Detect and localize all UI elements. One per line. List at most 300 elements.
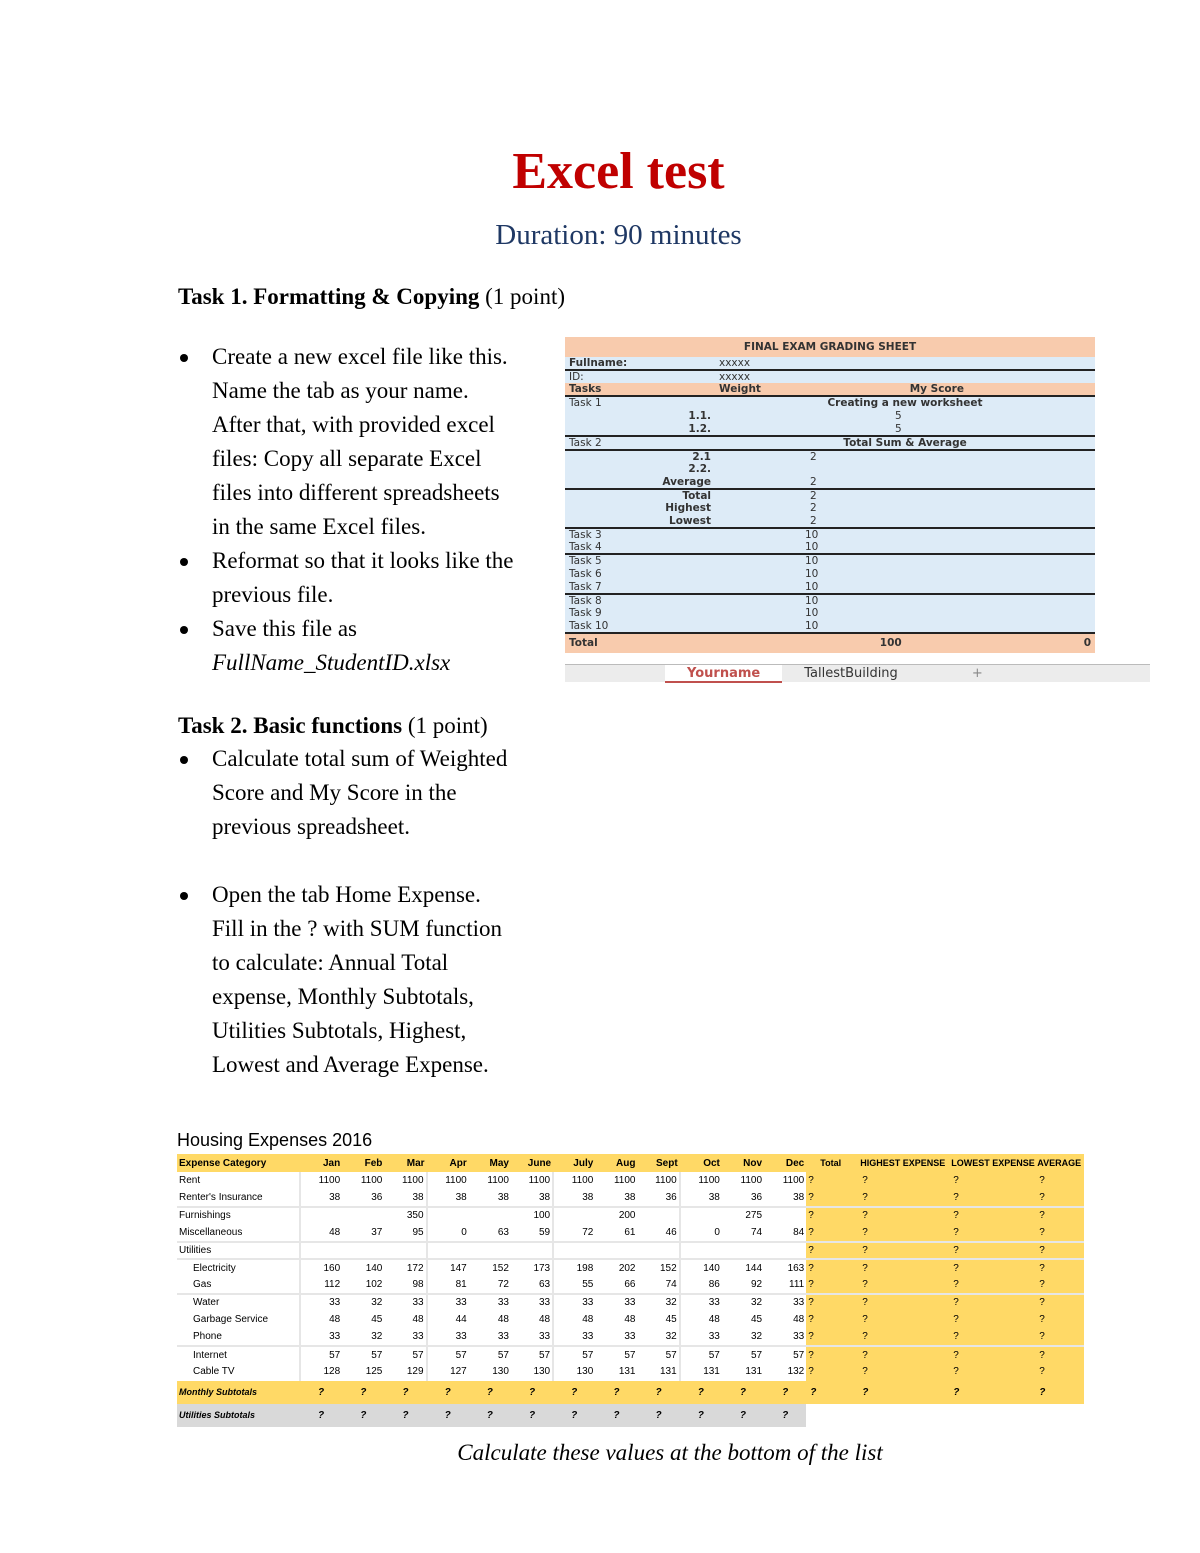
expense-value: 131 bbox=[618, 1366, 636, 1378]
tab-yourname[interactable]: Yourname bbox=[665, 665, 782, 683]
formula-placeholder: ? bbox=[858, 1189, 949, 1206]
expense-value: 48 bbox=[553, 1311, 595, 1328]
expense-value bbox=[764, 1207, 806, 1224]
expense-value: 130 bbox=[553, 1363, 595, 1380]
duration: Duration: 90 minutes bbox=[495, 219, 742, 251]
empty-cell bbox=[806, 1404, 858, 1427]
task-label: Highest bbox=[665, 502, 711, 515]
formula-placeholder: ? bbox=[1035, 1259, 1084, 1276]
formula-placeholder: ? bbox=[764, 1404, 806, 1427]
task-score bbox=[906, 620, 1095, 633]
col-tasks: Tasks bbox=[569, 383, 602, 396]
task-weight: 2 bbox=[810, 515, 817, 528]
expense-value bbox=[722, 1242, 764, 1259]
expense-row bbox=[177, 1224, 1084, 1241]
grading-row bbox=[565, 607, 1095, 620]
task-weight bbox=[715, 463, 906, 476]
expense-category: Electricity bbox=[177, 1259, 300, 1276]
bullet-line: Open the tab Home Expense. bbox=[212, 882, 481, 907]
formula-placeholder: ? bbox=[858, 1381, 949, 1404]
expense-value: 0 bbox=[427, 1224, 469, 1241]
expense-value: 48 bbox=[300, 1224, 342, 1241]
formula-placeholder: ? bbox=[511, 1381, 553, 1404]
expense-value: 38 bbox=[300, 1189, 342, 1206]
formula-placeholder: ? bbox=[342, 1404, 384, 1427]
task2-heading bbox=[178, 713, 488, 739]
grading-row bbox=[565, 463, 1095, 476]
formula-placeholder: ? bbox=[1035, 1363, 1084, 1380]
expense-value: 57 bbox=[638, 1346, 680, 1363]
formula-placeholder: ? bbox=[806, 1224, 858, 1241]
expense-value bbox=[511, 1242, 553, 1259]
grading-row bbox=[565, 409, 1095, 422]
expense-value: 57 bbox=[427, 1346, 469, 1363]
task-score bbox=[906, 422, 1095, 435]
expense-value bbox=[469, 1242, 511, 1259]
expense-value: 66 bbox=[624, 1279, 636, 1291]
formula-placeholder: ? bbox=[1035, 1172, 1084, 1189]
expense-value bbox=[638, 1207, 680, 1224]
expense-value: 81 bbox=[427, 1276, 469, 1293]
formula-placeholder: ? bbox=[1035, 1207, 1084, 1224]
grading-row bbox=[565, 396, 1095, 409]
expense-category: Phone bbox=[193, 1331, 222, 1343]
expense-value: 33 bbox=[412, 1331, 424, 1343]
expense-value: 33 bbox=[497, 1331, 509, 1343]
formula-placeholder: ? bbox=[1035, 1276, 1084, 1293]
task-label: Task 6 bbox=[569, 567, 602, 580]
expense-category: Cable TV bbox=[193, 1366, 235, 1378]
expense-value: 63 bbox=[539, 1279, 551, 1291]
task-score bbox=[906, 567, 1095, 580]
bullet-line: Name the tab as your name. bbox=[212, 378, 469, 403]
expense-value: 72 bbox=[497, 1279, 509, 1291]
col-weight: Weight bbox=[719, 383, 761, 396]
task-weight: 10 bbox=[805, 607, 819, 620]
task-weight: 2 bbox=[715, 450, 906, 463]
expense-value: 32 bbox=[638, 1294, 680, 1311]
task2-bullets bbox=[178, 742, 558, 1082]
subtotal-row bbox=[177, 1404, 1084, 1427]
bullet-line: Save this file as bbox=[212, 616, 357, 641]
expense-value: 127 bbox=[427, 1363, 469, 1380]
bullet-line: files: Copy all separate Excel bbox=[212, 446, 482, 471]
expense-value: 92 bbox=[750, 1279, 763, 1291]
housing-title: Housing Expenses 2016 bbox=[177, 1130, 373, 1150]
expense-value: 111 bbox=[789, 1279, 805, 1291]
expense-value bbox=[680, 1207, 722, 1224]
column-header: Expense Category bbox=[177, 1154, 300, 1172]
expense-value: 45 bbox=[371, 1314, 383, 1326]
formula-placeholder: ? bbox=[858, 1311, 949, 1328]
expense-value: 163 bbox=[764, 1259, 806, 1276]
task-label: Task 4 bbox=[569, 541, 602, 554]
expense-value: 1100 bbox=[427, 1172, 469, 1189]
expense-value: 36 bbox=[750, 1192, 763, 1204]
expense-value bbox=[680, 1242, 722, 1259]
formula-placeholder: ? bbox=[858, 1242, 949, 1259]
expense-value: 57 bbox=[595, 1346, 637, 1363]
formula-placeholder: ? bbox=[806, 1311, 858, 1328]
task-weight: 2 bbox=[810, 475, 817, 488]
expense-value: 38 bbox=[497, 1192, 509, 1204]
expense-value: 1100 bbox=[402, 1175, 424, 1187]
housing-expenses-table-screenshot bbox=[177, 1127, 1084, 1427]
expense-value: 36 bbox=[371, 1192, 383, 1204]
task-weight: 2 bbox=[810, 502, 817, 515]
expense-value bbox=[553, 1207, 595, 1224]
expense-category: Miscellaneous bbox=[179, 1226, 243, 1238]
task-label: Average bbox=[662, 475, 711, 488]
empty-cell bbox=[858, 1404, 949, 1427]
expense-row bbox=[177, 1363, 1084, 1380]
column-header: Total bbox=[806, 1154, 858, 1172]
expense-category: Garbage Service bbox=[193, 1314, 269, 1326]
bullet-line: Fill in the ? with SUM function bbox=[212, 916, 503, 941]
formula-placeholder: ? bbox=[1035, 1224, 1084, 1241]
expense-value: 33 bbox=[680, 1329, 722, 1346]
task2-points: (1 point) bbox=[402, 713, 488, 738]
task-weight: Creating a new worksheet bbox=[715, 396, 1095, 409]
expense-value: 38 bbox=[412, 1192, 424, 1204]
tab-tallest-building[interactable]: TallestBuilding bbox=[804, 665, 898, 681]
empty-cell bbox=[1035, 1404, 1084, 1427]
task1-heading bbox=[178, 284, 565, 310]
expense-value: 32 bbox=[371, 1331, 383, 1343]
bullet-line: in the same Excel files. bbox=[212, 514, 426, 539]
formula-placeholder: ? bbox=[300, 1381, 342, 1404]
formula-placeholder: ? bbox=[427, 1381, 469, 1404]
total-weight: 100 bbox=[715, 633, 906, 653]
formula-placeholder: ? bbox=[858, 1224, 949, 1241]
expense-category: Water bbox=[177, 1294, 300, 1311]
formula-placeholder: ? bbox=[806, 1294, 858, 1311]
expense-value: 57 bbox=[722, 1346, 764, 1363]
formula-placeholder: ? bbox=[858, 1276, 949, 1293]
expense-value: 57 bbox=[342, 1346, 384, 1363]
formula-placeholder: ? bbox=[342, 1381, 384, 1404]
formula-placeholder: ? bbox=[949, 1363, 1035, 1380]
task-score bbox=[906, 594, 1095, 607]
expense-value: 129 bbox=[406, 1366, 424, 1378]
expense-value: 112 bbox=[300, 1276, 342, 1293]
expense-value: 61 bbox=[624, 1226, 636, 1238]
expense-value: 95 bbox=[412, 1226, 424, 1238]
expense-value bbox=[342, 1207, 384, 1224]
column-header: Sept bbox=[638, 1154, 680, 1172]
expense-value bbox=[553, 1242, 595, 1259]
expense-category: Rent bbox=[179, 1175, 201, 1187]
expense-value: 48 bbox=[539, 1314, 551, 1326]
formula-placeholder: ? bbox=[1035, 1311, 1084, 1328]
expense-row bbox=[177, 1294, 1084, 1311]
expense-row bbox=[177, 1276, 1084, 1293]
fullname-label: Fullname: bbox=[569, 357, 628, 370]
formula-placeholder: ? bbox=[1035, 1381, 1084, 1404]
bullet-line: After that, with provided excel bbox=[212, 412, 495, 437]
expense-value: 48 bbox=[624, 1314, 636, 1326]
formula-placeholder: ? bbox=[949, 1381, 1035, 1404]
formula-placeholder: ? bbox=[949, 1276, 1035, 1293]
grading-row bbox=[565, 554, 1095, 567]
col-score: My Score bbox=[909, 383, 964, 396]
expense-row bbox=[177, 1311, 1084, 1328]
expense-value: 33 bbox=[384, 1294, 426, 1311]
expense-value: 37 bbox=[371, 1226, 383, 1238]
formula-placeholder: ? bbox=[858, 1294, 949, 1311]
expense-value: 48 bbox=[300, 1311, 342, 1328]
bullet-line: previous spreadsheet. bbox=[212, 814, 410, 839]
formula-placeholder: ? bbox=[858, 1329, 949, 1346]
bullet-line: FullName_StudentID.xlsx bbox=[212, 650, 451, 675]
caption: Calculate these values at the bottom of the list bbox=[457, 1440, 883, 1465]
expense-value: 32 bbox=[722, 1294, 764, 1311]
column-header: LOWEST EXPENSE bbox=[949, 1154, 1035, 1172]
expense-value: 33 bbox=[300, 1294, 342, 1311]
total-label: Total bbox=[565, 633, 715, 653]
formula-placeholder: ? bbox=[806, 1207, 858, 1224]
task-label: 1.2. bbox=[688, 422, 711, 435]
task-weight: 10 bbox=[805, 541, 819, 554]
bullet-item bbox=[178, 612, 558, 680]
expense-value bbox=[342, 1242, 384, 1259]
expense-value: 38 bbox=[680, 1189, 722, 1206]
task-score bbox=[906, 541, 1095, 554]
expense-value bbox=[595, 1242, 637, 1259]
expense-row bbox=[177, 1346, 1084, 1363]
expense-value: 131 bbox=[745, 1366, 763, 1378]
expense-category: Utilities bbox=[177, 1242, 300, 1259]
subtotal-label: Monthly Subtotals bbox=[177, 1381, 300, 1404]
expense-value: 57 bbox=[300, 1346, 342, 1363]
task-label: Task 9 bbox=[569, 607, 602, 620]
expense-value: 86 bbox=[680, 1276, 722, 1293]
total-score: 0 bbox=[906, 633, 1095, 653]
expense-value: 48 bbox=[497, 1314, 509, 1326]
expense-value: 46 bbox=[665, 1226, 677, 1238]
bullet-line: Calculate total sum of Weighted bbox=[212, 746, 508, 771]
expense-value: 57 bbox=[469, 1346, 511, 1363]
expense-value: 140 bbox=[680, 1259, 722, 1276]
expense-value: 144 bbox=[722, 1259, 764, 1276]
formula-placeholder: ? bbox=[722, 1404, 764, 1427]
grading-row bbox=[565, 489, 1095, 502]
formula-placeholder: ? bbox=[722, 1381, 764, 1404]
expense-value: 33 bbox=[680, 1294, 722, 1311]
formula-placeholder: ? bbox=[949, 1259, 1035, 1276]
expense-value: 36 bbox=[665, 1192, 677, 1204]
grading-row bbox=[565, 502, 1095, 515]
expense-value: 130 bbox=[492, 1366, 509, 1378]
bullet-line: files into different spreadsheets bbox=[212, 480, 500, 505]
task-label: Task 3 bbox=[565, 528, 715, 541]
expense-value: 33 bbox=[595, 1294, 637, 1311]
formula-placeholder: ? bbox=[858, 1172, 949, 1189]
formula-placeholder: ? bbox=[1035, 1329, 1084, 1346]
formula-placeholder: ? bbox=[680, 1404, 722, 1427]
task1-points: (1 point) bbox=[479, 284, 565, 309]
bullet-line: previous file. bbox=[212, 582, 334, 607]
column-header: July bbox=[553, 1154, 595, 1172]
formula-placeholder: ? bbox=[949, 1207, 1035, 1224]
bullet-item bbox=[178, 340, 558, 544]
task-weight: 5 bbox=[895, 409, 902, 422]
expense-value: 38 bbox=[553, 1189, 595, 1206]
formula-placeholder: ? bbox=[764, 1381, 806, 1404]
expense-value: 59 bbox=[539, 1226, 551, 1238]
fullname-value: xxxxx bbox=[719, 357, 751, 370]
formula-placeholder: ? bbox=[553, 1404, 595, 1427]
expense-value: 1100 bbox=[528, 1175, 551, 1187]
expense-row bbox=[177, 1242, 1084, 1259]
grading-row bbox=[565, 594, 1095, 607]
task-score bbox=[906, 607, 1095, 620]
expense-value: 33 bbox=[427, 1294, 469, 1311]
expense-value: 38 bbox=[539, 1192, 551, 1204]
expense-value: 1100 bbox=[782, 1175, 805, 1187]
formula-placeholder: ? bbox=[949, 1346, 1035, 1363]
expense-value: 44 bbox=[427, 1311, 469, 1328]
formula-placeholder: ? bbox=[469, 1381, 511, 1404]
formula-placeholder: ? bbox=[858, 1346, 949, 1363]
column-header: Feb bbox=[342, 1154, 384, 1172]
expense-value bbox=[384, 1242, 426, 1259]
task1-bullets bbox=[178, 340, 558, 680]
expense-value: 1100 bbox=[680, 1172, 722, 1189]
task-score bbox=[906, 476, 1095, 489]
bullet-line: expense, Monthly Subtotals, bbox=[212, 984, 474, 1009]
formula-placeholder: ? bbox=[300, 1404, 342, 1427]
formula-placeholder: ? bbox=[511, 1404, 553, 1427]
expense-value: 32 bbox=[665, 1331, 677, 1343]
subtotal-row bbox=[177, 1381, 1084, 1404]
expense-value: 1100 bbox=[655, 1175, 677, 1187]
id-value: xxxxx bbox=[715, 370, 1095, 383]
expense-value: 38 bbox=[793, 1192, 805, 1204]
expense-value bbox=[638, 1242, 680, 1259]
expense-value: 38 bbox=[624, 1192, 636, 1204]
formula-placeholder: ? bbox=[806, 1242, 858, 1259]
formula-placeholder: ? bbox=[949, 1242, 1035, 1259]
expense-value bbox=[427, 1242, 469, 1259]
expense-value: 45 bbox=[665, 1314, 677, 1326]
column-header: Jan bbox=[300, 1154, 342, 1172]
bullet-item bbox=[178, 742, 558, 844]
expense-value: 45 bbox=[750, 1314, 763, 1326]
task-weight: 10 bbox=[715, 594, 906, 607]
expense-value: 128 bbox=[300, 1363, 342, 1380]
task-score bbox=[906, 489, 1095, 502]
task-label: Task 8 bbox=[565, 594, 715, 607]
expense-value: 152 bbox=[638, 1259, 680, 1276]
column-header: June bbox=[511, 1154, 553, 1172]
formula-placeholder: ? bbox=[949, 1294, 1035, 1311]
add-sheet-icon[interactable]: + bbox=[971, 665, 983, 681]
expense-value: 33 bbox=[624, 1331, 636, 1343]
expense-value: 48 bbox=[412, 1314, 424, 1326]
task-label: 2.1 bbox=[565, 450, 715, 463]
expense-value: 147 bbox=[427, 1259, 469, 1276]
expense-value: 131 bbox=[680, 1363, 722, 1380]
formula-placeholder: ? bbox=[595, 1381, 637, 1404]
expense-value: 74 bbox=[750, 1226, 763, 1238]
expense-value: 1100 bbox=[360, 1175, 383, 1187]
empty-cell bbox=[949, 1404, 1035, 1427]
formula-placeholder: ? bbox=[858, 1207, 949, 1224]
expense-value: 33 bbox=[511, 1294, 553, 1311]
formula-placeholder: ? bbox=[806, 1381, 858, 1404]
expense-value bbox=[469, 1207, 511, 1224]
task2-title: Task 2. Basic functions bbox=[178, 713, 403, 738]
expense-category: Furnishings bbox=[177, 1207, 300, 1224]
expense-value: 48 bbox=[793, 1314, 805, 1326]
expense-value: 1100 bbox=[487, 1175, 509, 1187]
expense-value: 32 bbox=[750, 1331, 763, 1343]
bullet-line: Utilities Subtotals, Highest, bbox=[212, 1018, 467, 1043]
column-header: May bbox=[469, 1154, 511, 1172]
bullet-line: Create a new excel file like this. bbox=[212, 344, 508, 369]
task-score bbox=[906, 409, 1095, 422]
task-label: Task 7 bbox=[569, 580, 602, 593]
expense-value: 172 bbox=[384, 1259, 426, 1276]
bullet-line: Reformat so that it looks like the bbox=[212, 548, 514, 573]
expense-value: 84 bbox=[793, 1226, 805, 1238]
expense-value: 57 bbox=[764, 1346, 806, 1363]
task-label: 2.2. bbox=[688, 463, 711, 476]
expense-value: 33 bbox=[300, 1329, 342, 1346]
expense-category: Internet bbox=[177, 1346, 300, 1363]
expense-value: 173 bbox=[511, 1259, 553, 1276]
task-weight: 10 bbox=[805, 619, 819, 632]
formula-placeholder: ? bbox=[949, 1189, 1035, 1206]
formula-placeholder: ? bbox=[680, 1381, 722, 1404]
expense-value: 1100 bbox=[300, 1172, 342, 1189]
expense-value: 100 bbox=[511, 1207, 553, 1224]
grading-row bbox=[565, 476, 1095, 489]
grading-row bbox=[565, 541, 1095, 554]
formula-placeholder: ? bbox=[806, 1329, 858, 1346]
formula-placeholder: ? bbox=[806, 1346, 858, 1363]
expense-value: 200 bbox=[595, 1207, 637, 1224]
task-weight: 10 bbox=[715, 554, 906, 567]
formula-placeholder: ? bbox=[638, 1381, 680, 1404]
expense-value: 350 bbox=[384, 1207, 426, 1224]
task-score bbox=[906, 502, 1095, 515]
task-score bbox=[906, 463, 1095, 476]
formula-placeholder: ? bbox=[949, 1224, 1035, 1241]
expense-value: 275 bbox=[722, 1207, 764, 1224]
expense-value: 33 bbox=[793, 1331, 805, 1343]
task-label: Total bbox=[565, 489, 715, 502]
expense-value bbox=[300, 1207, 342, 1224]
bullet-line: to calculate: Annual Total bbox=[212, 950, 449, 975]
grading-row bbox=[565, 450, 1095, 463]
grading-row bbox=[565, 436, 1095, 450]
formula-placeholder: ? bbox=[858, 1363, 949, 1380]
expense-value: 33 bbox=[553, 1294, 595, 1311]
formula-placeholder: ? bbox=[595, 1404, 637, 1427]
expense-row bbox=[177, 1259, 1084, 1276]
expense-value: 1100 bbox=[740, 1175, 763, 1187]
task-weight: 5 bbox=[895, 422, 902, 435]
formula-placeholder: ? bbox=[806, 1259, 858, 1276]
task-score bbox=[906, 515, 1095, 528]
bullet-line: Lowest and Average Expense. bbox=[212, 1052, 489, 1077]
task1-title: Task 1. Formatting & Copying bbox=[178, 284, 480, 309]
grading-row bbox=[565, 422, 1095, 435]
grading-row bbox=[565, 620, 1095, 633]
expense-value: 1100 bbox=[553, 1172, 595, 1189]
